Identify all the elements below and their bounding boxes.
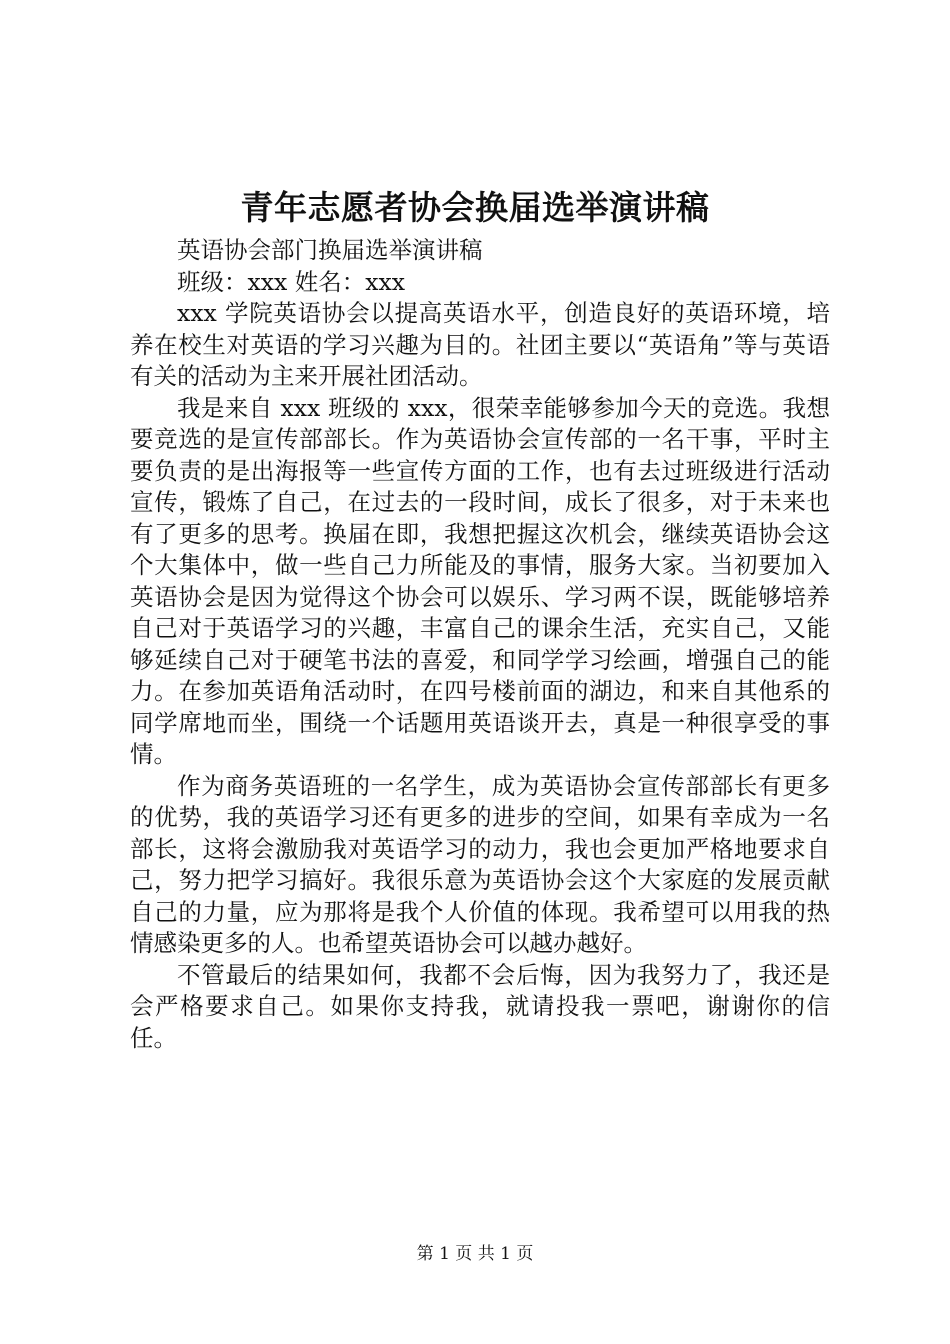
body-paragraph: xxx 学院英语协会以提高英语水平，创造良好的英语环境，培养在校生对英语的学习兴趣为目的。社团主要以“英语角”等与英语有关的活动为主来开展社团活动。 <box>130 299 830 390</box>
document-title: 青年志愿者协会换届选举演讲稿 <box>240 188 710 227</box>
class-name-line: 班级：xxx 姓名：xxx <box>177 267 405 296</box>
body-paragraph: 不管最后的结果如何，我都不会后悔，因为我努力了，我还是会严格要求自己。如果你支持我，就请投我一票吧，谢谢你的信任。 <box>130 960 830 1052</box>
body-paragraph: 作为商务英语班的一名学生，成为英语协会宣传部部长有更多的优势，我的英语学习还有更多的进步的空间，如果有幸成为一名部长，这将会激励我对英语学习的动力，我也会更加严格地要求自己，努力把学习搞好。我很乐意为英语协会这个大家庭的发展贡献自己的力量，应为那将是我个人价值的体现。我希望可以用我的热情感染更多的人。也希望英语协会可以越办越好。 <box>130 771 830 957</box>
document-body <box>130 235 830 1054</box>
subtitle-paragraph: 英语协会部门换届选举演讲稿 <box>177 236 483 264</box>
page-footer: 第 1 页 共 1 页 <box>416 1244 534 1264</box>
body-paragraph: 我是来自 xxx 班级的 xxx，很荣幸能够参加今天的竞选。我想要竞选的是宣传部部长。作为英语协会宣传部的一名干事，平时主要负责的是出海报等一些宣传方面的工作，也有去过班级进行活动宣传，锻炼了自己，在过去的一段时间，成长了很多，对于未来也有了更多的思考。换届在即，我想把握这次机会，继续英语协会这个大集体中，做一些自己力所能及的事情，服务大家。当初要加入英语协会是因为觉得这个协会可以娱乐、学习两不误，既能够培养自己对于英语学习的兴趣，丰富自己的课余生活，充实自己，又能够延续自己对于硬笔书法的喜爱，和同学学习绘画，增强自己的能力。在参加英语角活动时，在四号楼前面的湖边，和来自其他系的同学席地而坐，围绕一个话题用英语谈开去，真是一种很享受的事情。 <box>130 393 830 768</box>
